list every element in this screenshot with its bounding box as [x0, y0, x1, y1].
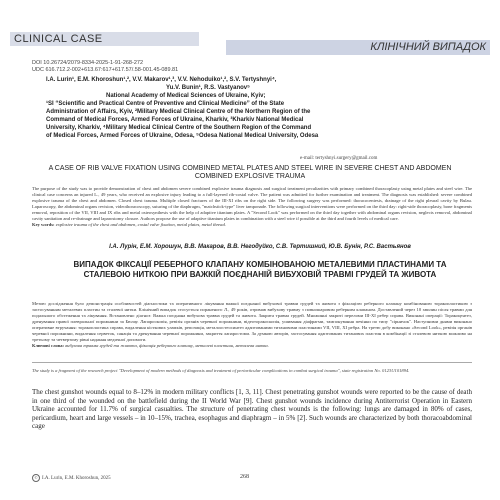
- section-label-en: CLINICAL CASE: [10, 32, 199, 46]
- affiliation-5: University, Kharkiv, ⁴Military Medical Clinical Centre of the Southern Region of the Command: [46, 125, 312, 131]
- keywords-ua-text: вибухова травма грудей та живота, фіксація реберного клапану, металеві пластини, металева нитка.: [65, 343, 269, 348]
- copyright-icon: ©: [32, 474, 40, 482]
- contact-email[interactable]: e-mail: tertyshnyi.surgery@gmail.com: [300, 156, 378, 161]
- affiliation-1: National Academy of Medical Sciences of Ukraine, Kyiv;: [106, 93, 266, 99]
- body-paragraph: The chest gunshot wounds equal to 8–12% in modern military conflicts [1, 3, 11]. Chest penetrating gunshot wounds were reported to be the cause of death in one third of the wounded on the battlefield during the II World War [9]. Chest gunshot wounds incidence during Antiterrorist Operation in Eastern Ukraine accounted for 11.7% of surgical casualties. The structure of penetrating chest wounds is the following: lungs are damaged in 80% of cases, pericardium, heart and large vessels – in 10–15%, trachea, esophagus and diaphragm – in 5% [2]. Such wounds are characterized by both thoracoabdominal cage: [32, 388, 472, 431]
- keywords-ua-label: Ключові слова:: [32, 343, 65, 348]
- article-title-ua: ВИПАДОК ФІКСАЦІЇ РЕБЕРНОГО КЛАПАНУ КОМБІНОВАНОЮ МЕТАЛЕВИМИ ПЛАСТИНАМИ ТА СТАЛЕВОЮ НИТКОЮ ПРИ ВАЖКІЙ ПОЄДНАНІЙ ВИБУХОВІЙ ТРАВМІ ГРУДЕЙ ТА ЖИВОТА: [73, 260, 447, 279]
- copyright-text: I.A. Lurin, E.M. Khoroshun, 2025: [42, 476, 111, 481]
- keywords-en-text: explosive trauma of the chest and abdomen, costal valve fixation, metal plates, metal thread.: [55, 222, 226, 227]
- keywords-en: [32, 222, 472, 228]
- keywords-en-label: Key words:: [32, 222, 55, 227]
- section-label-ua: КЛІНІЧНИЙ ВИПАДОК: [226, 40, 490, 55]
- affiliation-4: Command of Medical Forces, Armed Forces of Ukraine, Kharkiv, ³Kharkiv National Medical: [46, 117, 304, 123]
- paper-page: [10, 0, 490, 500]
- authors-ua: І.А. Лурін, Е.М. Хорошун, В.В. Макаров, В.В. Негодуйко, С.В. Тертишний, Ю.В. Бунін, Р.С. Вастьянов: [109, 244, 411, 250]
- abstract-en-text: The purpose of the study was to provide demonstration of chest and abdomen severe combined explosive trauma diagnosis and surgical treatment peculiarities with primary combined thoracoplasty using metal plates and steel wire. The clinical case concerns an injured L., 49 years, who received an explosive injury leading to a full-layered rib-costal valve. The patient was admitted for further examination and treatment. The diagnosis was established: severe combined explosive trauma of the chest and abdomen. Closed chest trauma. Multiple closed fractures of the III-XI ribs on the right side. The following surgery was performed: thoracocentesis, drainage of the right pleural cavity by Bulau. Laparoscopy, the abdominal organs revision, videothoracoscopy, suturing of the diaphragm, "matchstick-type" liver tamponade. The following surgical interventions were performed on the third day: right-side thoracoplasty, bone fragments removal, reposition of the VII, VIII and IX ribs and metal osteosynthesis with the help of adaptive titanium plates. A "Second Look" was performed on the third day together with abdominal organs revision, neglects removal, abdominal cavity sanitation and re-drainage and laparostomy closure. Authors propose the use of adaptive titanium plates in combination with a steel wire if possible at the third and fourth levels of medical care.: [32, 186, 472, 221]
- affiliation-3: Administration of Affairs, Kyiv, ²Military Medical Clinical Centre of the Northern Region of the: [46, 109, 311, 115]
- abstract-ua-text: Метою дослідження було демонстрація особливостей діагностики та оперативного лікування важкої поєднаної вибухової травми грудей та живота з фіксацією реберного клапану комбінованою торакопластикою з застосуванням металевих пластин та сталевої нитки. Клінічний випадок стосується пораненого Л., 49 років, отримав вибухову травму з повношаровим реберним клапаном. Доставлений через 10 хвилин після травми для подальшого обстеження та лікування. Встановлено діагноз: Важка поєднана вибухова травма грудей та живота. Закрита травма грудей. Множинні закриті переломи III-XI ребер справа. Виконані операції: Торакоцентез, дренування правої плевральної порожнини за Бюлау. Лапароскопія, ревізія органів черевної порожнини, відеоторакоскопія, ушивання діафрагми, тампонування печінки по типу "сірничок". Наступними днями виконано оперативне втручання: торакопластика справа, видалення кісткових уламків, репозиція, металоостеосинтез адаптованими титановими пластинами VII, VIII, XI ребра. На третю добу виконано «Second Look», ревізія органів черевної порожнини, видалення серветок, санація та дренування черевної порожнини, закриття лапаростоми. За думкою авторів, застосування адаптованих титанових пластин в комбінації зі сталевою ниткою можливо на третьому та четвертому рівні надання медичної допомоги.: [32, 301, 472, 342]
- keywords-ua: [32, 343, 472, 349]
- abstract-en: [32, 186, 472, 228]
- affiliation-6: of Medical Forces, Armed Forces of Ukraine, Odesa, ⁵Odesa National Medical University, Odesa: [46, 133, 319, 139]
- abstract-ua: [32, 301, 472, 349]
- section-header: [10, 32, 490, 56]
- udc: UDC 616.712.2-002+613.67:617+617.57/.58-001.45-089.81: [32, 67, 179, 73]
- article-title-en: A CASE OF RIB VALVE FIXATION USING COMBINED METAL PLATES AND STEEL WIRE IN SEVERE CHEST AND ABDOMEN COMBINED EXPLOSIVE TRAUMA: [48, 165, 452, 180]
- article-identifiers: [32, 60, 178, 74]
- affiliation-2: ¹SI “Scientific and Practical Centre of Preventive and Clinical Medicine” of the State: [46, 101, 285, 107]
- research-footnote: The study is a fragment of the research project "Development of modern methods of diagnosis and treatment of periarticular complications in combat surgical trauma", state registration No. 0123U101894.: [32, 368, 410, 373]
- authors-block-en: [46, 76, 466, 140]
- page-number: 268: [240, 474, 249, 480]
- authors-line-2: Yu.V. Bunin¹, R.S. Vastyanov⁵: [166, 85, 250, 91]
- copyright-notice: [32, 474, 111, 482]
- authors-line-1: I.A. Lurin¹, E.M. Khoroshun¹,², V.V. Makarov¹,³, V.V. Nehoduiko¹,², S.V. Tertyshnyi⁴,: [46, 77, 277, 83]
- divider: [32, 362, 472, 363]
- doi: DOI 10.26724/2079-8334-2025-1-91-268-272: [32, 60, 143, 66]
